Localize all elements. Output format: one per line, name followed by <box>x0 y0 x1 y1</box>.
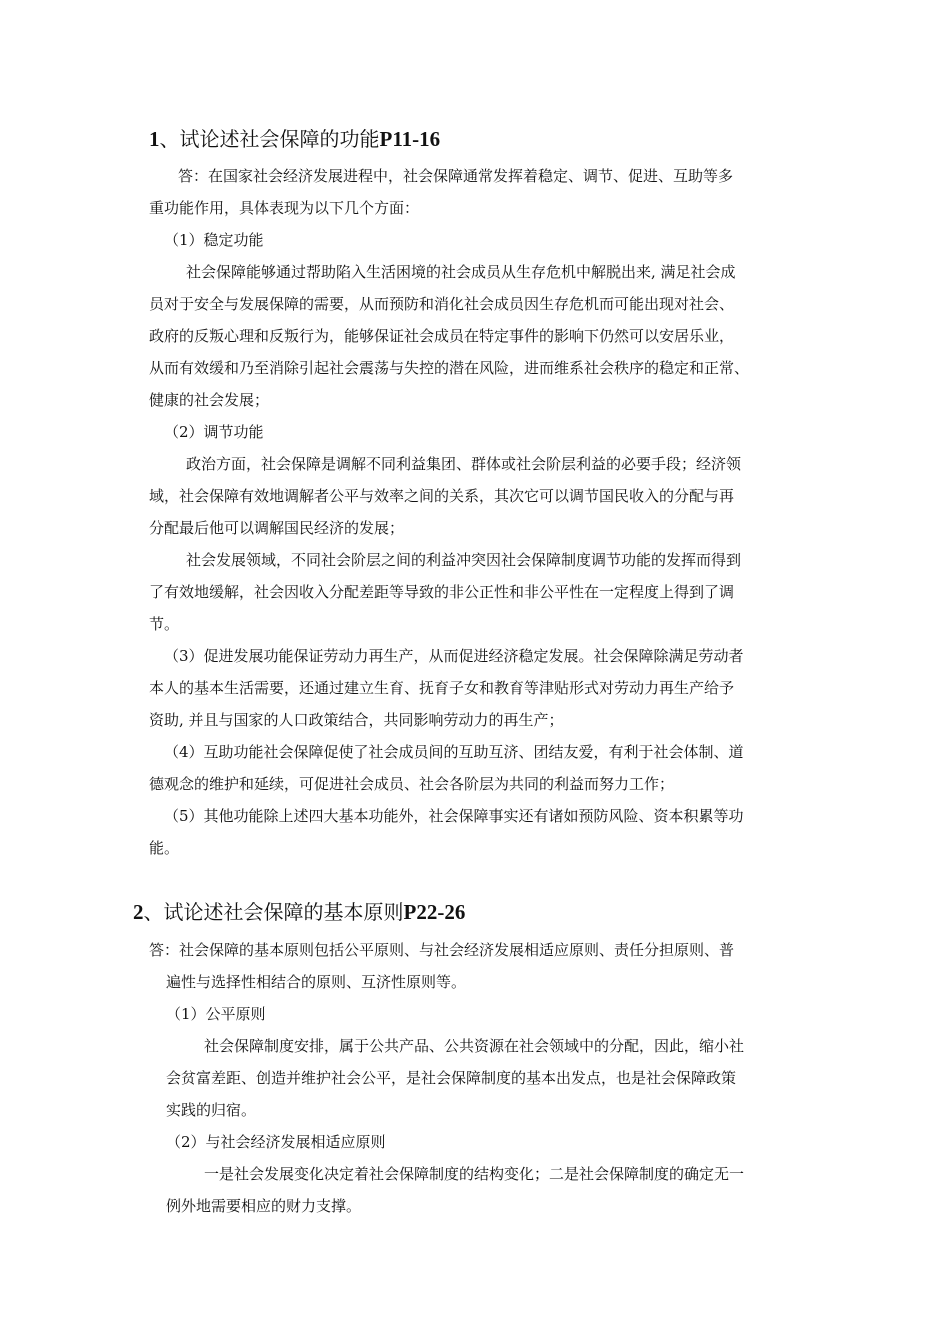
paragraph-line: （3）促进发展功能保证劳动力再生产，从而促进经济稳定发展。社会保障除满足劳动者 <box>164 647 744 665</box>
paragraph-line: 健康的社会发展； <box>149 391 270 409</box>
paragraph-line: 德观念的维护和延续，可促进社会成员、社会各阶层为共同的利益而努力工作； <box>149 775 675 793</box>
subheading-line: （2）调节功能 <box>164 423 264 441</box>
paragraph-line: 政治方面，社会保障是调解不同利益集团、群体或社会阶层利益的必要手段；经济领 <box>186 455 742 473</box>
paragraph-line: 资助, 并且与国家的人口政策结合，共同影响劳动力的再生产； <box>149 711 564 729</box>
paragraph-line: 政府的反叛心理和反叛行为，能够保证社会成员在特定事件的影响下仍然可以安居乐业， <box>149 327 735 345</box>
section-2-number: 2 <box>133 900 144 924</box>
paragraph-line: 节。 <box>149 615 180 633</box>
paragraph-line: 重功能作用，具体表现为以下几个方面： <box>149 199 420 217</box>
paragraph-line: 答：在国家社会经济发展进程中，社会保障通常发挥着稳定、调节、促进、互助等多 <box>178 167 734 185</box>
paragraph-line: （5）其他功能除上述四大基本功能外，社会保障事实还有诸如预防风险、资本积累等功 <box>164 807 744 825</box>
paragraph-line: 域，社会保障有效地调解者公平与效率之间的关系，其次它可以调节国民收入的分配与再 <box>149 487 735 505</box>
paragraph-line: 社会保障能够通过帮助陷入生活困境的社会成员从生存危机中解脱出来, 满足社会成 <box>186 263 736 281</box>
paragraph-line: 会贫富差距、创造并维护社会公平，是社会保障制度的基本出发点，也是社会保障政策 <box>166 1069 737 1087</box>
section-1-title: 、试论述社会保障的功能 <box>159 127 380 151</box>
section-1-page-ref: P11-16 <box>379 127 441 151</box>
paragraph-line: 从而有效缓和乃至消除引起社会震荡与失控的潜在风险，进而维系社会秩序的稳定和正常、 <box>149 359 750 377</box>
paragraph-line: （4）互助功能社会保障促使了社会成员间的互助互济、团结友爱，有利于社会体制、道 <box>164 743 744 761</box>
paragraph-line: 遍性与选择性相结合的原则、互济性原则等。 <box>166 973 467 991</box>
section-1-number: 1 <box>149 127 160 151</box>
paragraph-line: 了有效地缓解，社会因收入分配差距等导致的非公正性和非公平性在一定程度上得到了调 <box>149 583 735 601</box>
paragraph-line: 实践的归宿。 <box>166 1101 257 1119</box>
paragraph-line: 能。 <box>149 839 180 857</box>
paragraph-line: 本人的基本生活需要，还通过建立生育、抚育子女和教育等津贴形式对劳动力再生产给予 <box>149 679 735 697</box>
section-2-title: 、试论述社会保障的基本原则 <box>143 900 404 924</box>
subheading-line: （1）稳定功能 <box>164 231 264 249</box>
paragraph-line: 例外地需要相应的财力支撑。 <box>166 1197 362 1215</box>
paragraph-line: 一是社会发展变化决定着社会保障制度的结构变化；二是社会保障制度的确定无一 <box>204 1165 745 1183</box>
paragraph-line: 分配最后他可以调解国民经济的发展； <box>149 519 405 537</box>
section-2-page-ref: P22-26 <box>403 900 466 924</box>
paragraph-line: 社会发展领域，不同社会阶层之间的利益冲突因社会保障制度调节功能的发挥而得到 <box>186 551 742 569</box>
paragraph-line: 员对于安全与发展保障的需要，从而预防和消化社会成员因生存危机而可能出现对社会、 <box>149 295 735 313</box>
subheading-line: （1）公平原则 <box>166 1005 266 1023</box>
section-1-heading <box>149 123 440 152</box>
paragraph-line: 答：社会保障的基本原则包括公平原则、与社会经济发展相适应原则、责任分担原则、普 <box>149 941 735 959</box>
paragraph-line: 社会保障制度安排，属于公共产品、公共资源在社会领域中的分配，因此，缩小社 <box>204 1037 745 1055</box>
section-2-heading <box>133 896 465 925</box>
subheading-line: （2）与社会经济发展相适应原则 <box>166 1133 386 1151</box>
